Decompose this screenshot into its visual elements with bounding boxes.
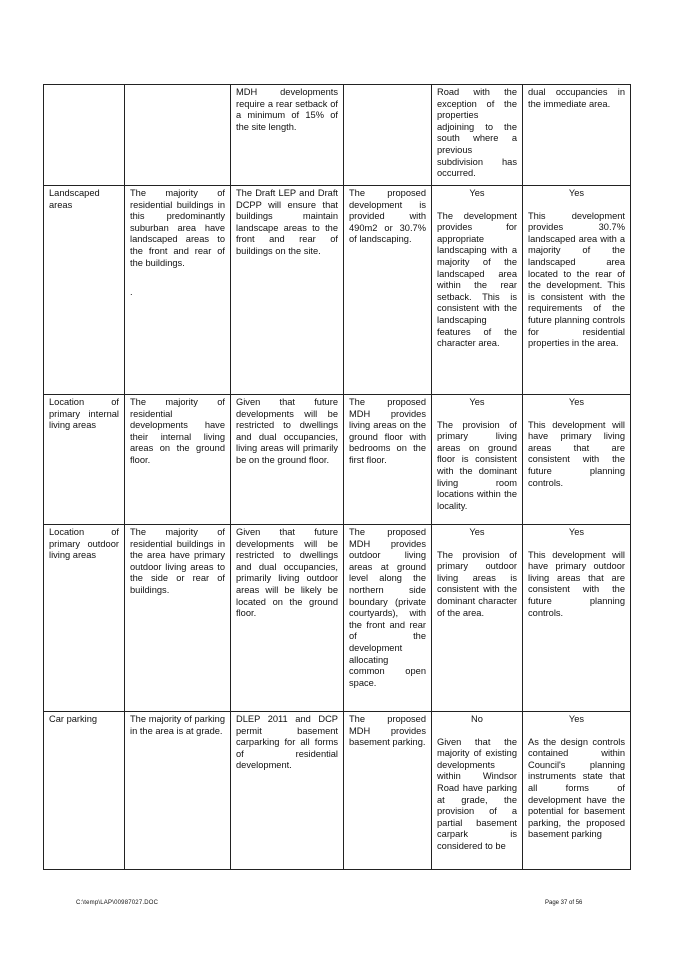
footer-page-number: Page 37 of 56 (545, 900, 583, 906)
future-character-cell (231, 712, 344, 870)
proposal-cell (344, 85, 432, 186)
existing-character-cell (125, 525, 231, 712)
future-consistency-text: This development provides 30.7% landscaped area with a majority of the landscaped area located to the rear of the development. This is consistent with the requirements of the future planning controls for residential properties in the area. (528, 210, 625, 349)
existing-consistency-text: The development provides for appropriate landscaping with a majority of the landscaped area within the rear setback. This is consistent with the landscaping features of the character area. (437, 210, 517, 349)
proposal-text: The proposed MDH provides basement parking. (349, 714, 426, 748)
future-character-cell (231, 395, 344, 525)
proposal-cell (344, 186, 432, 395)
existing-consistency-text: Road with the exception of the properties adjoining to the south where a previous subdivision has occurred. (437, 87, 517, 179)
row-name: Car parking (49, 714, 98, 724)
row-name: Location of primary internal living areas (49, 397, 119, 431)
existing-consistency-cell (432, 85, 523, 186)
table-row (44, 85, 631, 186)
future-consistency-text: This development will have primary living areas that are consistent with the future planning controls. (528, 419, 625, 488)
table-row (44, 525, 631, 712)
future-character-text: MDH developments require a rear setback of a minimum of 15% of the site length. (236, 87, 338, 132)
footer-file-path: C:\temp\LAP\00987027.DOC (76, 900, 159, 906)
future-consistency-status: Yes (568, 714, 585, 724)
future-consistency-status: Yes (568, 188, 585, 198)
row-name-cell (44, 85, 125, 186)
future-consistency-text: This development will have primary outdoor living areas that are consistent with the future planning controls. (528, 549, 625, 618)
future-character-cell (231, 186, 344, 395)
existing-consistency-cell (432, 712, 523, 870)
existing-consistency-text: The provision of primary outdoor living areas is consistent with the dominant character of the area. (437, 549, 517, 618)
row-name: Location of primary outdoor living areas (49, 527, 119, 561)
proposal-text: The proposed MDH provides living areas on the ground floor with bedrooms on the first floor. (349, 397, 426, 465)
future-consistency-cell (523, 395, 631, 525)
row-name-cell (44, 186, 125, 395)
future-character-text: DLEP 2011 and DCP permit basement carparking for all forms of residential development. (236, 714, 338, 771)
future-consistency-cell (523, 525, 631, 712)
future-character-text: Given that future developments will be restricted to dwellings and dual occupancies, primarily living outdoor areas will be likely be located on the ground floor. (236, 527, 338, 619)
stray-mark: . (130, 287, 133, 298)
table-row (44, 712, 631, 870)
future-consistency-cell (523, 85, 631, 186)
future-character-text: The Draft LEP and Draft DCPP will ensure that buildings maintain landscape areas to the front and rear of buildings on the site. (236, 188, 338, 256)
compliance-table (43, 84, 631, 870)
proposal-text: The proposed MDH provides outdoor living areas at ground level along the northern side boundary (private courtyards), with the front and rear of the development allocating common open space. (349, 527, 426, 688)
existing-consistency-cell (432, 395, 523, 525)
existing-consistency-status: Yes (469, 188, 485, 198)
row-name: Landscaped areas (49, 188, 100, 210)
proposal-cell (344, 712, 432, 870)
table-row (44, 395, 631, 525)
future-character-cell (231, 85, 344, 186)
existing-consistency-status: Yes (469, 527, 485, 537)
existing-consistency-text: The provision of primary living areas on ground floor is consistent with the dominant living room locations within the locality. (437, 419, 517, 511)
existing-character-cell (125, 186, 231, 395)
existing-character-text: The majority of parking in the area is at grade. (130, 714, 225, 736)
future-consistency-status: Yes (568, 527, 585, 537)
row-name-cell (44, 525, 125, 712)
future-consistency-cell (523, 712, 631, 870)
future-consistency-cell (523, 186, 631, 395)
future-consistency-status: Yes (568, 397, 585, 407)
existing-consistency-status: Yes (469, 397, 485, 407)
table-row (44, 186, 631, 395)
existing-consistency-status: No (471, 714, 483, 724)
existing-character-cell (125, 712, 231, 870)
proposal-cell (344, 525, 432, 712)
future-consistency-text: As the design controls contained within Council's planning instruments state that all forms of development have the potential for basement parking, the proposed basement parking (528, 736, 625, 840)
future-consistency-text: dual occupancies in the immediate area. (528, 87, 625, 109)
existing-character-cell (125, 85, 231, 186)
existing-character-cell (125, 395, 231, 525)
existing-consistency-text: Given that the majority of existing developments within Windsor Road have parking at grade, the provision of a partial basement carpark is considered to be (437, 736, 517, 851)
row-name-cell (44, 712, 125, 870)
existing-character-text: The majority of residential developments have their internal living areas on the ground floor. (130, 397, 225, 465)
existing-consistency-cell (432, 525, 523, 712)
proposal-text: The proposed development is provided with 490m2 or 30.7% of landscaping. (349, 188, 426, 245)
existing-character-text: The majority of residential buildings in the area have primary outdoor living areas to the side or rear of buildings. (130, 527, 225, 595)
existing-character-text: The majority of residential buildings in this predominantly suburban area have landscaped areas to the front and rear of the buildings. (130, 188, 225, 268)
row-name-cell (44, 395, 125, 525)
future-character-cell (231, 525, 344, 712)
proposal-cell (344, 395, 432, 525)
future-character-text: Given that future developments will be restricted to dwellings and dual occupancies, living areas will primarily be on the ground floor. (236, 397, 338, 465)
existing-consistency-cell (432, 186, 523, 395)
